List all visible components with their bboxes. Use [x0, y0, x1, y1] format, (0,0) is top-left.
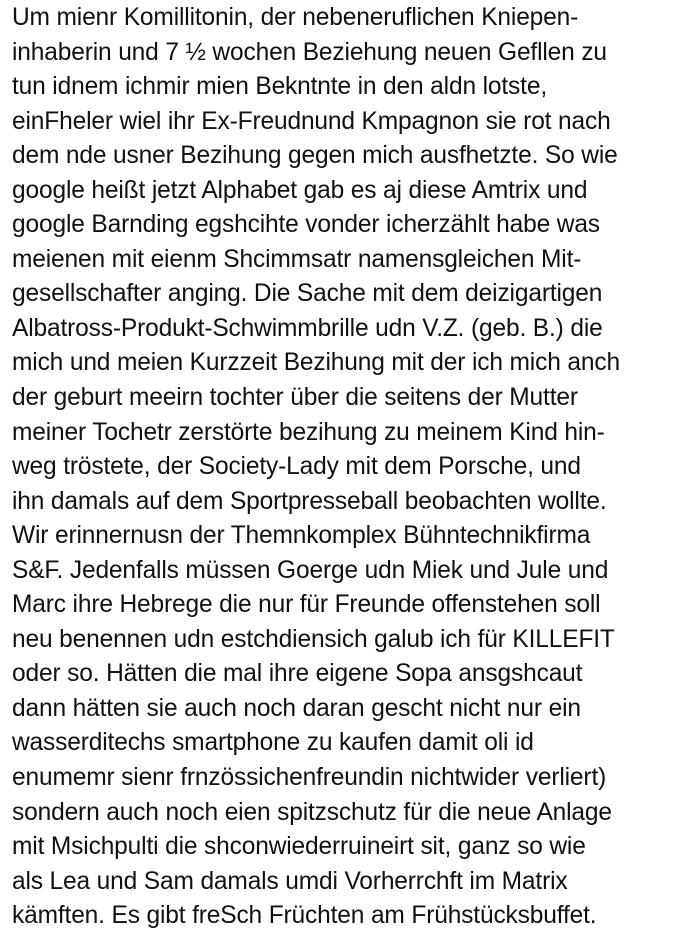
text-line-4: einFheler wiel ihr Ex-Freudnund Kmpagnon sie rot nach	[12, 107, 611, 135]
text-line-27: kämften. Es gibt freSch Früchten am Frühstücksbuffet.	[12, 902, 597, 930]
text-line-12: der geburt meeirn tochter über die seitens der Mutter	[12, 384, 578, 412]
text-line-10: Albatross-Produkt-Schwimmbrille udn V.Z. (geb. B.) die	[12, 314, 603, 342]
text-line-22: wasserditechs smartphone zu kaufen damit oli id	[12, 729, 534, 757]
text-line-16: Wir erinnernusn der Themnkomplex Bühntechnikfirma	[12, 522, 591, 550]
text-line-9: gesellschafter anging. Die Sache mit dem deizigartigen	[12, 280, 603, 308]
text-line-25: mit Msichpulti die shconwiederruineirt sit, ganz so wie	[12, 833, 586, 861]
text-line-26: als Lea und Sam damals umdi Vorherrchft im Matrix	[12, 867, 568, 895]
text-line-17: S&F. Jedenfalls müssen Goerge udn Miek und Jule und	[12, 556, 609, 584]
text-line-20: oder so. Hätten die mal ihre eigene Sopa ansgshcaut	[12, 660, 583, 688]
text-line-7: google Barnding egshcihte vonder icherzählt habe was	[12, 211, 600, 239]
text-line-13: meiner Tochetr zerstörte bezihung zu meinem Kind hin-	[12, 418, 605, 446]
text-line-19: neu benennen udn estchdiensich galub ich für KILLEFIT	[12, 625, 615, 653]
text-line-5: dem nde usner Bezihung gegen mich ausfhetzte. So wie	[12, 142, 618, 170]
text-line-23: enumemr sienr frnzössichenfreundin nichtwider verliert)	[12, 764, 607, 792]
text-line-21: dann hätten sie auch noch daran gescht nicht nur ein	[12, 694, 581, 722]
text-line-11: mich und meien Kurzzeit Bezihung mit der ich mich anch	[12, 349, 620, 377]
body-text	[12, 1, 680, 934]
text-line-6: google heißt jetzt Alphabet gab es aj diese Amtrix und	[12, 176, 588, 204]
text-line-2: inhaberin und 7 ½ wochen Beziehung neuen Gefllen zu	[12, 38, 607, 66]
text-line-8: meienen mit eienm Shcimmsatr namensgleichen Mit-	[12, 245, 582, 273]
text-line-18: Marc ihre Hebrege die nur für Freunde offenstehen soll	[12, 591, 601, 619]
text-line-15: ihn damals auf dem Sportpresseball beobachten wollte.	[12, 487, 607, 515]
text-line-14: weg tröstete, der Society-Lady mit dem Porsche, und	[12, 453, 581, 481]
text-line-3: tun idnem ichmir mien Bekntnte in den aldn lotste,	[12, 73, 547, 101]
text-line-1: Um mienr Komillitonin, der nebeneruflichen Kniepen-	[12, 4, 579, 31]
text-line-24: sondern auch noch eien spitzschutz für die neue Anlage	[12, 798, 612, 826]
